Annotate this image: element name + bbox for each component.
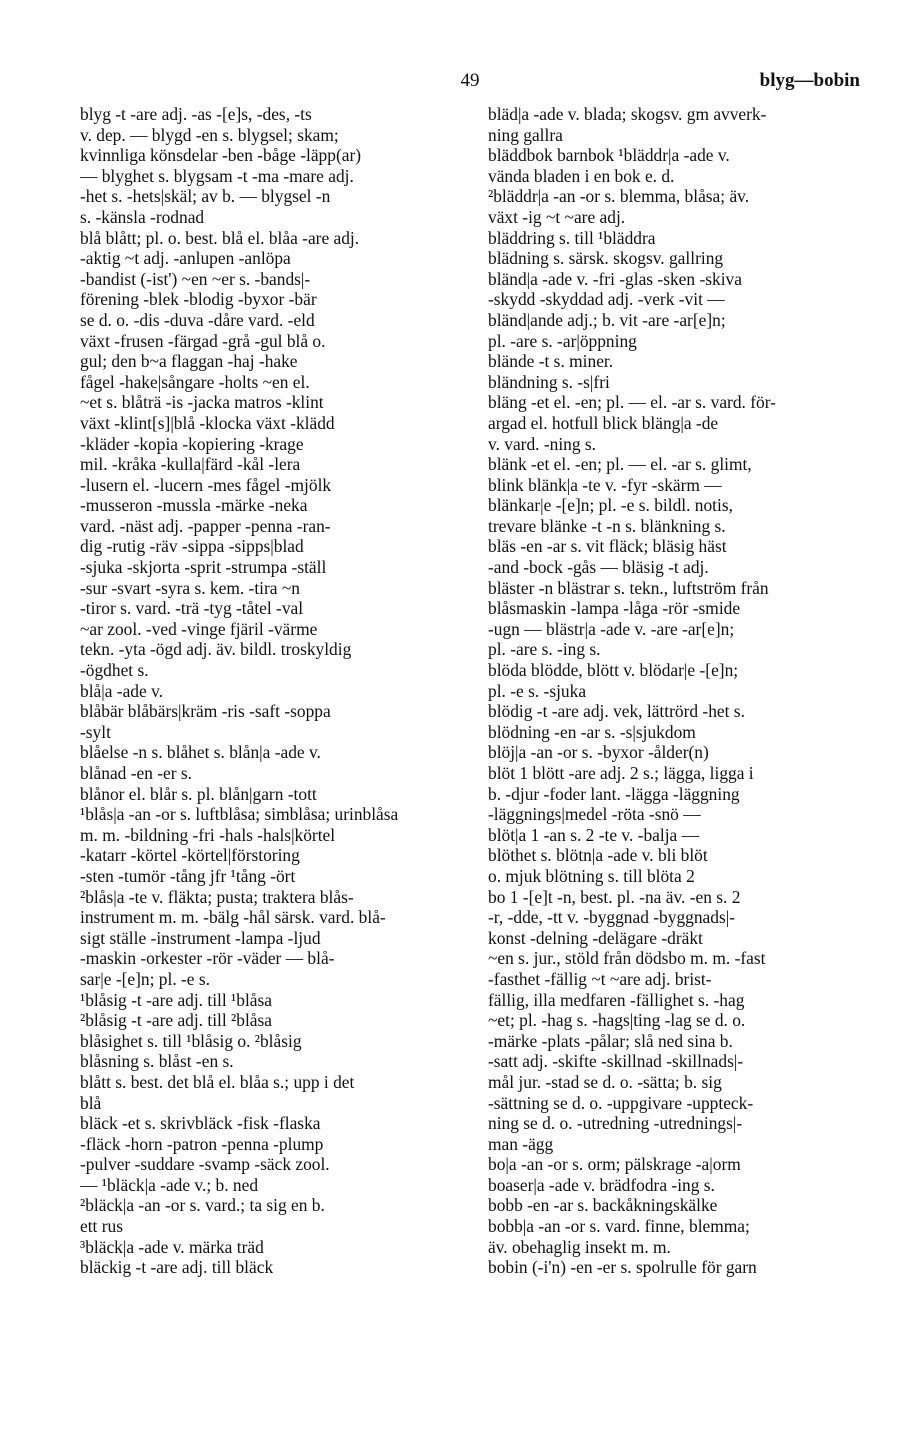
entry-line: ²blåsig -t -are adj. till ²blåsa (80, 1010, 273, 1031)
entry-line: blånad -en -er s. (80, 763, 193, 783)
entry-line: bläs -en -ar s. vit fläck; bläsig häst (488, 536, 727, 557)
entry-line: -maskin -orkester -rör -väder — blå- (80, 948, 335, 969)
entry-line: trevare blänke -t -n s. blänkning s. (488, 515, 726, 536)
entry-line: o. mjuk blötning s. till blöta 2 (488, 865, 695, 886)
entry-line: ¹blås|a -an -or s. luftblåsa; simblåsa; urinblåsa (80, 804, 399, 825)
entry-line: -sylt (80, 721, 111, 742)
entry-line: -skydd -skyddad adj. -verk -vit — (488, 289, 725, 310)
entry-line: v. dep. — blygd -en s. blygsel; skam; (80, 124, 339, 145)
entry-line: -lusern el. -lucern -mes fågel -mjölk (80, 474, 332, 495)
entry-line: -läggnings|medel -röta -snö — (488, 804, 701, 825)
entry-line: ning gallra (488, 124, 563, 145)
entry-line: blåsmaskin -lampa -låga -rör -smide (488, 598, 741, 619)
entry-line: s. -känsla -rodnad (80, 206, 205, 227)
entry-line: -sättning se d. o. -uppgivare -uppteck- (488, 1092, 754, 1113)
entry-line: -märke -plats -pålar; slå ned sina b. (488, 1030, 733, 1051)
entry-line: fågel -hake|sångare -holts ~en el. (80, 371, 310, 392)
entry-line: bo 1 -[e]t -n, best. pl. -na äv. -en s. 2 (488, 886, 741, 907)
entry-line: v. vard. -ning s. (488, 433, 597, 454)
entry-line: blänkar|e -[e]n; pl. -e s. bildl. notis, (488, 495, 733, 516)
left-column (80, 104, 462, 1278)
entry-line: dig -rutig -räv -sippa -sipps|blad (80, 536, 304, 557)
entry-line: blå (80, 1092, 102, 1113)
entry-line: vard. -näst adj. -papper -penna -ran- (80, 515, 331, 536)
entry-line: -sur -svart -syra s. kem. -tira ~n (80, 577, 300, 598)
entry-line: ²blås|a -te v. fläkta; pusta; traktera blås- (80, 886, 354, 907)
entry-line: gul; den b~a flaggan -haj -hake (80, 351, 298, 372)
entry-line: blödning -en -ar s. -s|sjukdom (488, 721, 696, 742)
entry-line: bläck -et s. skrivbläck -fisk -flaska (80, 1113, 321, 1134)
entry-line: -kläder -kopia -kopiering -krage (80, 433, 304, 454)
entry-line: bläng -et el. -en; pl. — el. -ar s. vard. för- (488, 392, 776, 413)
entry-line: blöthet s. blötn|a -ade v. bli blöt (488, 845, 708, 866)
entry-line: växt -frusen -färgad -grå -gul blå o. (80, 330, 326, 351)
entry-line: -sten -tumör -tång jfr ¹tång -ört (80, 865, 296, 886)
entry-line: — blyghet s. blygsam -t -ma -mare adj. (80, 165, 354, 186)
entry-line: äv. obehaglig insekt m. m. (488, 1236, 671, 1257)
entry-line: bläckig -t -are adj. till bläck (80, 1257, 274, 1278)
entry-line: -aktig ~t adj. -anlupen -anlöpa (80, 248, 291, 269)
entry-line: -musseron -mussla -märke -neka (80, 495, 308, 516)
entry-line: blått s. best. det blå el. blåa s.; upp i det (80, 1071, 355, 1092)
entry-line: -sjuka -skjorta -sprit -strumpa -ställ (80, 557, 327, 578)
entry-line: man -ägg (488, 1133, 554, 1154)
entry-line: blödig -t -are adj. vek, lättrörd -het s. (488, 701, 745, 722)
guide-words: blyg—bobin (759, 70, 860, 91)
entry-line: växt -ig ~t ~are adj. (488, 206, 626, 227)
entry-line: -pulver -suddare -svamp -säck zool. (80, 1154, 330, 1175)
entry-line: blänk -et el. -en; pl. — el. -ar s. glimt, (488, 454, 752, 475)
entry-line: -het s. -hets|skäl; av b. — blygsel -n (80, 186, 331, 207)
entry-line: -fasthet -fällig ~t ~are adj. brist- (488, 968, 712, 989)
entry-line: sar|e -[e]n; pl. -e s. (80, 968, 210, 989)
entry-line: ¹blåsig -t -are adj. till ¹blåsa (80, 989, 273, 1010)
entry-line: tekn. -yta -ögd adj. äv. bildl. troskyldig (80, 639, 352, 660)
page-header (80, 70, 860, 96)
entry-line: växt -klint[s]|blå -klocka växt -klädd (80, 412, 335, 433)
entry-line: pl. -are s. -ing s. (488, 639, 601, 660)
entry-line: boaser|a -ade v. brädfodra -ing s. (488, 1174, 715, 1195)
entry-line: bobb|a -an -or s. vard. finne, blemma; (488, 1216, 750, 1237)
entry-line: pl. -e s. -sjuka (488, 680, 587, 701)
entry-line: bländ|ande adj.; b. vit -are -ar[e]n; (488, 309, 726, 330)
entry-line: — ¹bläck|a -ade v.; b. ned (80, 1174, 259, 1195)
entry-line: blåsning s. blåst -en s. (80, 1051, 234, 1072)
entry-line: förening -blek -blodig -byxor -bär (80, 289, 317, 310)
entry-line: b. -djur -foder lant. -lägga -läggning (488, 783, 740, 804)
entry-line: bläddring s. till ¹bläddra (488, 227, 656, 248)
entry-line: blånor el. blår s. pl. blån|garn -tott (80, 783, 317, 804)
entry-line: -r, -dde, -tt v. -byggnad -byggnads|- (488, 907, 735, 928)
entry-line: blåsighet s. till ¹blåsig o. ²blåsig (80, 1030, 302, 1051)
entry-line: blöj|a -an -or s. -byxor -ålder(n) (488, 742, 709, 763)
entry-line: ~en s. jur., stöld från dödsbo m. m. -fast (488, 948, 766, 969)
entry-line: ~et s. blåträ -is -jacka matros -klint (80, 392, 324, 413)
entry-line: blåbär blåbärs|kräm -ris -saft -soppa (80, 701, 331, 722)
entry-line: -ugn — blästr|a -ade v. -are -ar[e]n; (488, 618, 735, 639)
entry-line: ~ar zool. -ved -vinge fjäril -värme (80, 618, 318, 639)
entry-line: bläd|a -ade v. blada; skogsv. gm avverk- (488, 104, 767, 124)
entry-line: blöt|a 1 -an s. 2 -te v. -balja — (488, 824, 699, 845)
entry-line: -ögdhet s. (80, 660, 149, 681)
entry-line: -tiror s. vard. -trä -tyg -tåtel -val (80, 598, 304, 619)
entry-line: m. m. -bildning -fri -hals -hals|körtel (80, 824, 336, 845)
entry-line: -satt adj. -skifte -skillnad -skillnads|- (488, 1051, 744, 1072)
entry-line: blöt 1 blött -are adj. 2 s.; lägga, ligga i (488, 763, 754, 783)
entry-line: blöda blödde, blött v. blödar|e -[e]n; (488, 660, 739, 681)
page-number: 49 (460, 70, 480, 91)
entry-line: mål jur. -stad se d. o. -sätta; b. sig (488, 1071, 722, 1092)
entry-line: instrument m. m. -bälg -hål särsk. vard. blå- (80, 907, 386, 928)
entry-line: blädning s. särsk. skogsv. gallring (488, 248, 724, 269)
entry-line: ²bläck|a -an -or s. vard.; ta sig en b. (80, 1195, 325, 1216)
entry-line: blink blänk|a -te v. -fyr -skärm — (488, 474, 722, 495)
right-column (488, 104, 870, 1278)
entry-line: mil. -kråka -kulla|färd -kål -lera (80, 454, 301, 475)
entry-line: blåelse -n s. blåhet s. blån|a -ade v. (80, 742, 321, 763)
entry-line: ~et; pl. -hag s. -hags|ting -lag se d. o. (488, 1010, 746, 1031)
entry-line: fällig, illa medfaren -fällighet s. -hag (488, 989, 745, 1010)
entry-line: bobin (-i'n) -en -er s. spolrulle för garn (488, 1257, 757, 1278)
entry-line: vända bladen i en bok e. d. (488, 165, 675, 186)
entry-line: -and -bock -gås — bläsig -t adj. (488, 557, 709, 578)
entry-line: -fläck -horn -patron -penna -plump (80, 1133, 324, 1154)
entry-line: konst -delning -delägare -dräkt (488, 927, 703, 948)
entry-line: -bandist (-ist') ~en ~er s. -bands|- (80, 268, 311, 289)
entry-line: ²bläddr|a -an -or s. blemma, blåsa; äv. (488, 186, 750, 207)
entry-line: bobb -en -ar s. backåkningskälke (488, 1195, 718, 1216)
entry-line: bläddbok barnbok ¹bläddr|a -ade v. (488, 145, 730, 166)
entry-line: ning se d. o. -utredning -utrednings|- (488, 1113, 743, 1134)
entry-line: ³bläck|a -ade v. märka träd (80, 1236, 264, 1257)
entry-line: bläster -n blästrar s. tekn., luftström från (488, 577, 769, 598)
entry-line: ett rus (80, 1216, 123, 1237)
entry-line: blände -t s. miner. (488, 351, 614, 372)
entry-line: -katarr -körtel -körtel|förstoring (80, 845, 300, 866)
entry-line: kvinnliga könsdelar -ben -båge -läpp(ar) (80, 145, 362, 166)
entry-line: se d. o. -dis -duva -dåre vard. -eld (80, 309, 315, 330)
entry-line: bo|a -an -or s. orm; pälskrage -a|orm (488, 1154, 741, 1175)
entry-line: bländ|a -ade v. -fri -glas -sken -skiva (488, 268, 742, 289)
entry-line: bländning s. -s|fri (488, 371, 610, 392)
entry-line: blå blått; pl. o. best. blå el. blåa -are adj. (80, 227, 360, 248)
entry-line: sigt ställe -instrument -lampa -ljud (80, 927, 321, 948)
entry-line: pl. -are s. -ar|öppning (488, 330, 637, 351)
entry-line: argad el. hotfull blick bläng|a -de (488, 412, 719, 433)
entry-line: blå|a -ade v. (80, 680, 163, 701)
entry-line: blyg -t -are adj. -as -[e]s, -des, -ts (80, 104, 312, 124)
